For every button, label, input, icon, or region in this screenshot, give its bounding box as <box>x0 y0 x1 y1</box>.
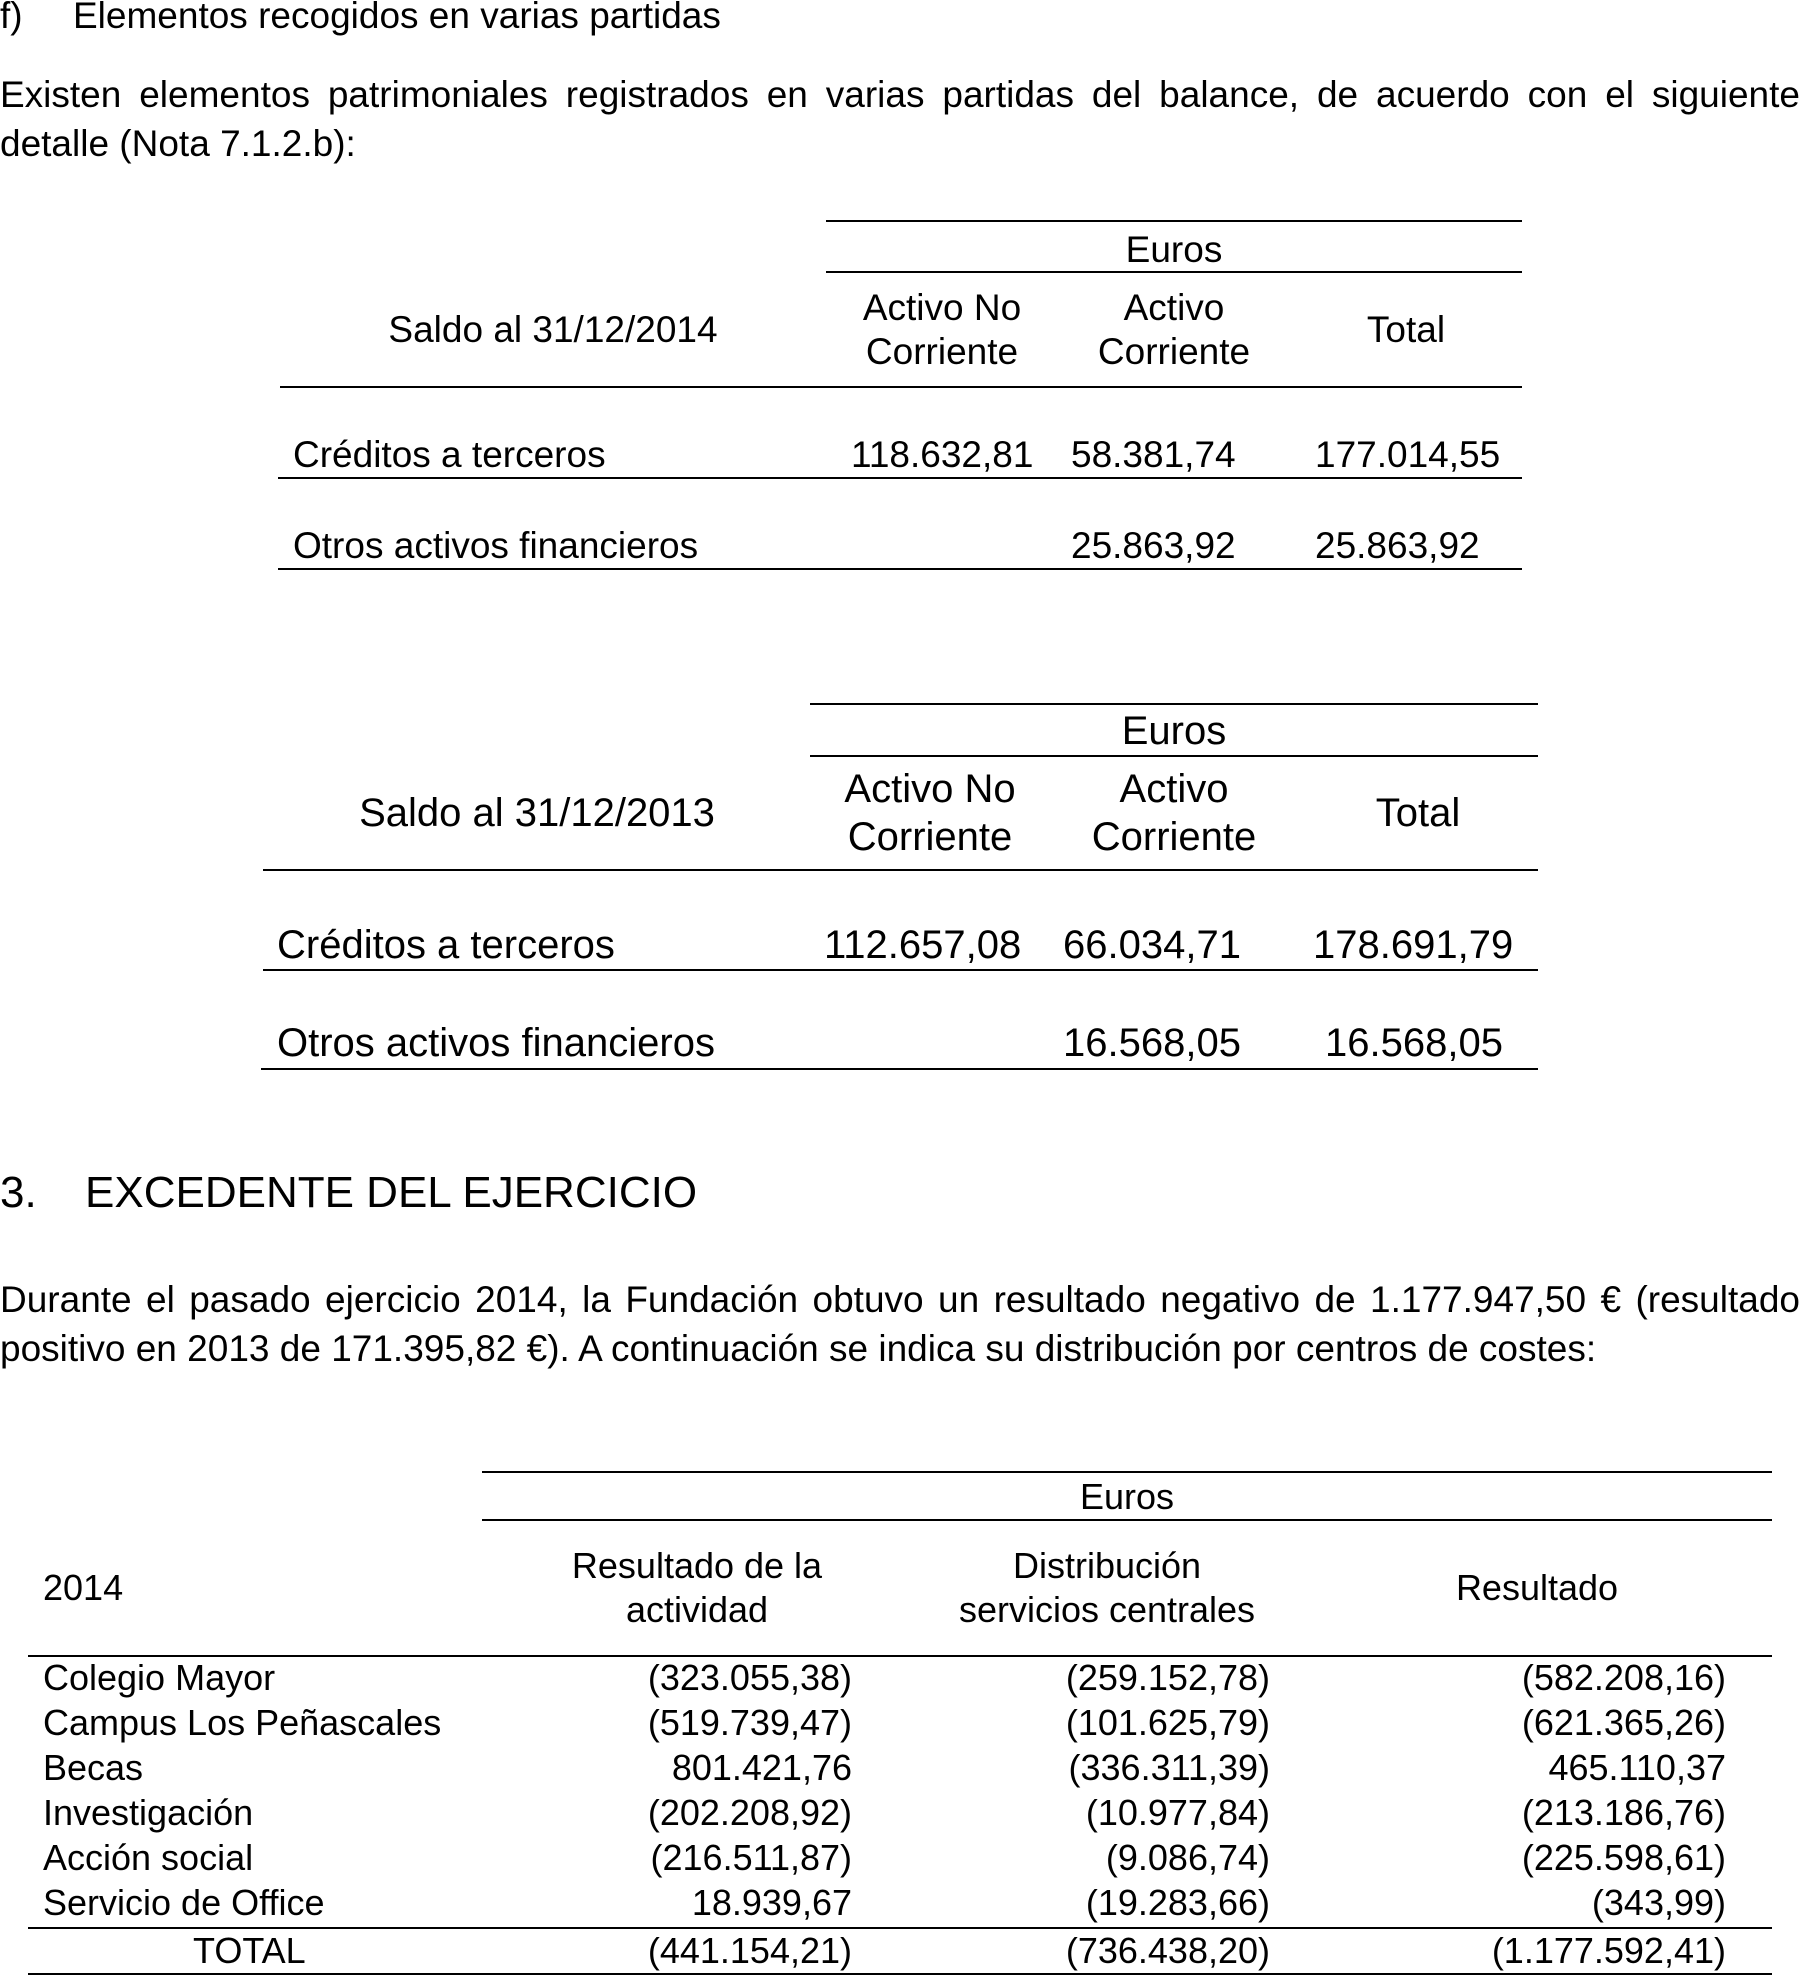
currency-header: Euros <box>1079 1476 1175 1517</box>
cell-value: 16.568,05 <box>1063 1021 1241 1065</box>
cell-value: (343,99) <box>1591 1882 1726 1923</box>
table-rule <box>263 869 1538 871</box>
total-value: (1.177.592,41) <box>1491 1930 1726 1971</box>
table-rule <box>482 1519 1772 1521</box>
table-rule <box>482 1471 1772 1473</box>
year-header: 2014 <box>43 1567 124 1608</box>
table-rule <box>263 969 1538 971</box>
col-header-activo-corriente <box>1050 765 1298 861</box>
cell-value: (259.152,78) <box>1065 1657 1270 1698</box>
cell-value: (202.208,92) <box>647 1792 852 1833</box>
col-header-line: Activo <box>1123 287 1225 328</box>
col-header-line: Corriente <box>865 331 1019 372</box>
cell-value: (336.311,39) <box>1068 1747 1270 1788</box>
row-label: Créditos a terceros <box>277 923 615 967</box>
table-rule <box>261 1068 1538 1070</box>
cell-value: 25.863,92 <box>1315 525 1480 566</box>
row-label: Campus Los Peñascales <box>43 1702 442 1743</box>
table-rule <box>826 220 1522 222</box>
table-rule <box>810 703 1538 705</box>
cell-value: 801.421,76 <box>671 1747 852 1788</box>
total-value: (441.154,21) <box>647 1930 852 1971</box>
currency-header: Euros <box>1125 229 1223 270</box>
row-header: Saldo al 31/12/2014 <box>388 309 718 350</box>
row-header: Saldo al 31/12/2013 <box>359 791 715 835</box>
col-header-line: Corriente <box>1091 815 1257 859</box>
table-rule <box>826 271 1522 273</box>
cell-value: (225.598,61) <box>1521 1837 1726 1878</box>
row-label: Servicio de Office <box>43 1882 325 1923</box>
cell-value: (621.365,26) <box>1521 1702 1726 1743</box>
cell-value: 58.381,74 <box>1071 434 1236 475</box>
row-label: Investigación <box>43 1792 254 1833</box>
cell-value: (19.283,66) <box>1085 1882 1270 1923</box>
col-header-line: Corriente <box>847 815 1013 859</box>
cell-value: (10.977,84) <box>1085 1792 1270 1833</box>
currency-header: Euros <box>1121 709 1227 753</box>
cell-value: (519.739,47) <box>647 1702 852 1743</box>
col-header-total: Total <box>1366 309 1446 350</box>
col-header-resultado: Resultado <box>1455 1567 1619 1608</box>
col-header-total: Total <box>1375 791 1461 835</box>
row-label: Otros activos financieros <box>277 1021 715 1065</box>
cell-value: 66.034,71 <box>1063 923 1241 967</box>
col-header-line: Activo No <box>844 767 1016 811</box>
section-f-title: Elementos recogidos en varias partidas <box>73 0 721 36</box>
cell-value: (9.086,74) <box>1105 1837 1270 1878</box>
col-header-distribucion <box>912 1544 1302 1632</box>
col-header-activo-no-corriente <box>826 286 1058 374</box>
col-header-activo-no-corriente <box>810 765 1050 861</box>
section-f-intro: Existen elementos patrimoniales registrados en varias partidas del balance, de acuerdo con el siguiente detalle (Nota 7.1.2.b): <box>0 74 1800 164</box>
col-header-line: Corriente <box>1097 331 1251 372</box>
cell-value: (213.186,76) <box>1521 1792 1726 1833</box>
cell-value: 25.863,92 <box>1071 525 1236 566</box>
cell-value: 465.110,37 <box>1548 1747 1726 1788</box>
cell-value: 16.568,05 <box>1325 1021 1503 1065</box>
col-header-line: Resultado de la <box>571 1545 823 1586</box>
row-label: Becas <box>43 1747 144 1788</box>
col-header-line: Activo No <box>862 287 1022 328</box>
col-header-resultado-actividad <box>482 1544 912 1632</box>
total-label: TOTAL <box>193 1930 306 1971</box>
table-rule <box>810 755 1538 757</box>
row-label: Créditos a terceros <box>293 434 606 475</box>
table-rule <box>28 1973 1772 1975</box>
cell-value: 118.632,81 <box>851 434 1034 475</box>
table-rule <box>280 386 1522 388</box>
row-label: Acción social <box>43 1837 254 1878</box>
row-label: Colegio Mayor <box>43 1657 276 1698</box>
cell-value: 177.014,55 <box>1315 434 1501 475</box>
total-value: (736.438,20) <box>1065 1930 1270 1971</box>
row-label: Otros activos financieros <box>293 525 699 566</box>
cell-value: (101.625,79) <box>1065 1702 1270 1743</box>
col-header-activo-corriente <box>1058 286 1290 374</box>
section-3-title: EXCEDENTE DEL EJERCICIO <box>85 1168 698 1217</box>
section-f-marker: f) <box>0 0 23 36</box>
cell-value: 112.657,08 <box>824 923 1022 967</box>
col-header-line: actividad <box>625 1589 769 1630</box>
section-3-number: 3. <box>0 1168 37 1217</box>
cell-value: (216.511,87) <box>650 1837 852 1878</box>
cell-value: (323.055,38) <box>647 1657 852 1698</box>
section-3-intro: Durante el pasado ejercicio 2014, la Fundación obtuvo un resultado negativo de 1.177.947,50 € (resultado positivo en 2013 de 171.395,82 €). A continuación se indica su distribución por centros de costes: <box>0 1279 1800 1369</box>
table-rule <box>278 477 1522 479</box>
table-rule <box>278 568 1522 570</box>
col-header-line: servicios centrales <box>958 1589 1256 1630</box>
cell-value: (582.208,16) <box>1521 1657 1726 1698</box>
cell-value: 18.939,67 <box>691 1882 852 1923</box>
col-header-line: Distribución <box>1012 1545 1202 1586</box>
col-header-line: Activo <box>1119 767 1229 811</box>
cell-value: 178.691,79 <box>1313 923 1514 967</box>
